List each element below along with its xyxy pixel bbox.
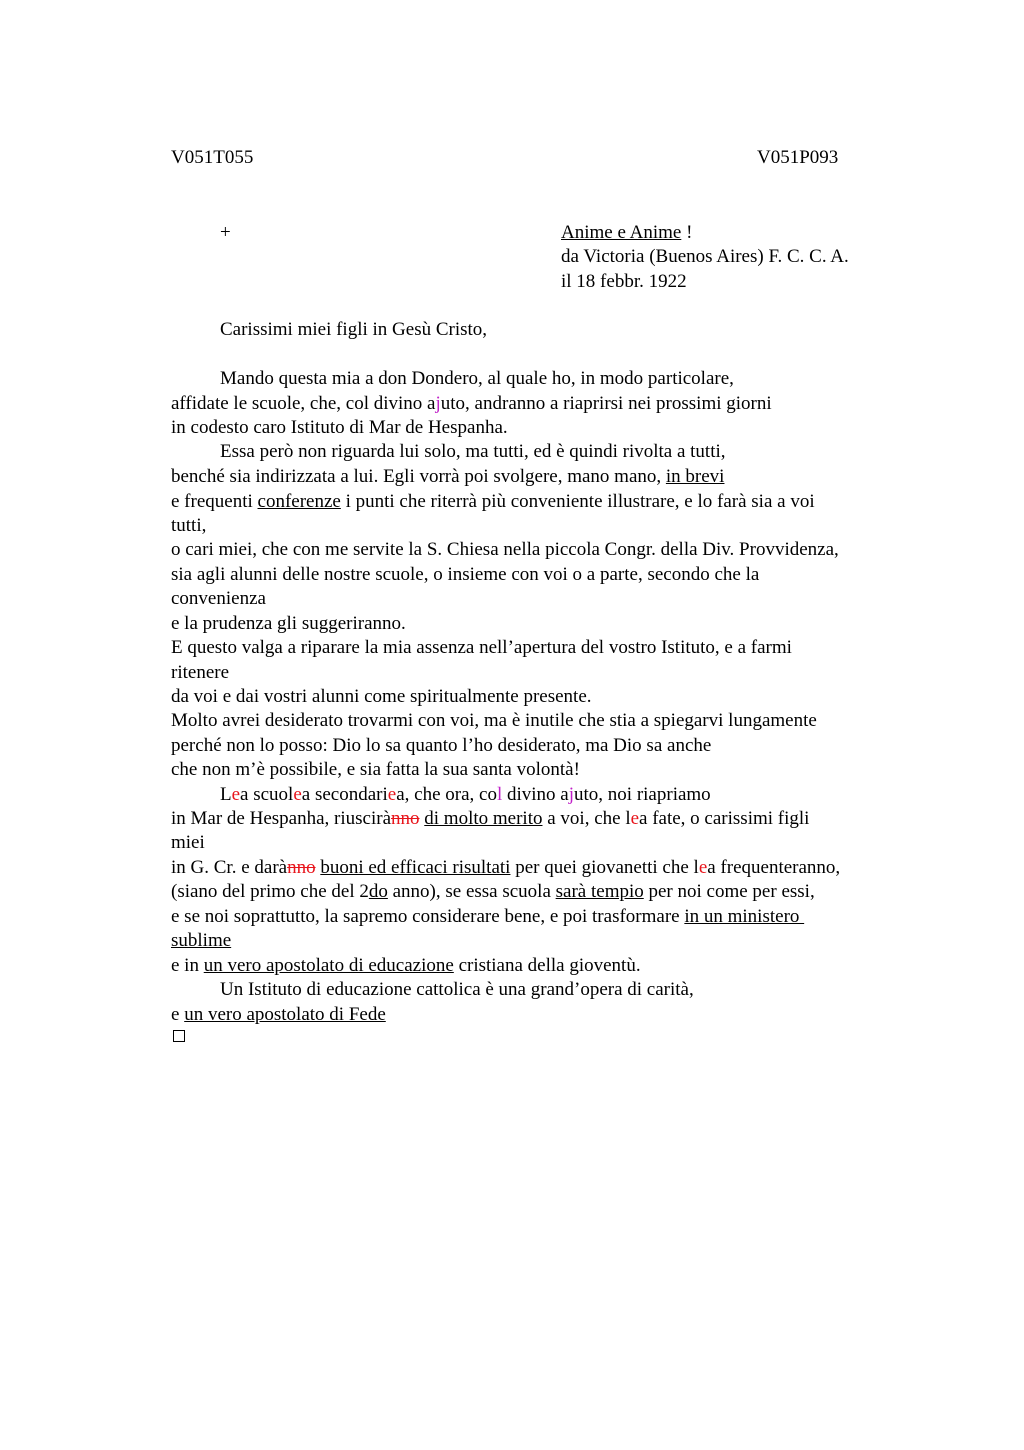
edit-insertion: j [435, 393, 441, 414]
underlined-phrase: in brevi [665, 466, 725, 487]
title-punctuation: ! [681, 222, 693, 243]
square-marker-icon [173, 1030, 185, 1042]
text-run: uto, noi riapriamo [574, 784, 711, 805]
text-run: e [171, 1004, 185, 1025]
text-run: i punti che riterrà più conveniente illustrare, e lo farà sia a voi [340, 491, 815, 512]
text-run: per noi come per essi, [643, 881, 815, 902]
body-line-10: convenienza [171, 588, 266, 609]
edit-insertion: j [568, 784, 575, 805]
text-run: a frequenteranno, [707, 857, 841, 878]
body-line-7: tutti, [171, 515, 207, 536]
underlined-phrase: un vero apostolato di educazione [203, 955, 454, 976]
text-run: a, che ora, co [396, 784, 497, 805]
text-run: in Mar de Hespanha, riuscirà [171, 808, 392, 829]
text-run: per quei giovanetti che l [510, 857, 699, 878]
body-line-22 [171, 880, 815, 904]
body-line-8: o cari miei, che con me servite la S. Chiesa nella piccola Congr. della Div. Provvidenza, [171, 539, 839, 560]
letter-place: da Victoria (Buenos Aires) F. C. C. A. [561, 246, 849, 267]
underlined-phrase: di molto merito [424, 808, 543, 829]
edit-insertion: l [496, 784, 503, 805]
text-run: cristiana della gioventù. [453, 955, 641, 976]
body-line-6 [171, 490, 815, 514]
text-run: L [220, 784, 232, 805]
underlined-phrase: do [368, 881, 388, 902]
body-line-18 [220, 783, 711, 807]
letter-date: il 18 febbr. 1922 [561, 271, 687, 292]
text-run: divino a [502, 784, 569, 805]
text-run: anno), se essa scuola [387, 881, 556, 902]
text-run: benché sia indirizzata a lui. Egli vorrà poi svolgere, mano mano, [171, 466, 666, 487]
underlined-phrase: in un ministero [684, 906, 805, 927]
body-line-14: da voi e dai vostri alunni come spiritualmente presente. [171, 686, 592, 707]
text-run: a voi, che l [542, 808, 631, 829]
body-line-26: Un Istituto di educazione cattolica è una grand’opera di carità, [220, 979, 694, 1000]
edit-deletion: nno [391, 808, 420, 829]
underlined-phrase: conferenze [257, 491, 341, 512]
text-run: e se noi soprattutto, la sapremo considerare bene, e poi trasformare [171, 906, 685, 927]
salutation: Carissimi miei figli in Gesù Cristo, [220, 319, 488, 340]
underlined-phrase: sarà tempio [555, 881, 644, 902]
text-run: e in [171, 955, 204, 976]
document-code-left: V051T055 [171, 147, 254, 168]
body-line-25 [171, 954, 641, 978]
body-line-23 [171, 905, 804, 929]
body-line-17: che non m’è possibile, e sia fatta la sua santa volontà! [171, 759, 580, 780]
body-line-1: Mando questa mia a don Dondero, al quale ho, in modo particolare, [220, 368, 734, 389]
text-run: affidate le scuole, che, col divino a [171, 393, 436, 414]
body-line-12: E questo valga a riparare la mia assenza nell’apertura del vostro Istituto, e a farmi [171, 637, 792, 658]
body-line-15: Molto avrei desiderato trovarmi con voi, ma è inutile che stia a spiegarvi lungamente [171, 710, 817, 731]
title-text: Anime e Anime [561, 222, 682, 243]
edit-insertion: e [698, 857, 708, 878]
body-line-20: miei [171, 832, 205, 853]
document-code-right: V051P093 [757, 147, 839, 168]
text-run: a scuol [240, 784, 294, 805]
underlined-phrase: buoni ed efficaci risultati [320, 857, 511, 878]
text-run: a fate, o carissimi figli [639, 808, 810, 829]
edit-insertion: e [387, 784, 397, 805]
body-line-13: ritenere [171, 662, 230, 683]
text-run: a secondari [301, 784, 388, 805]
edit-insertion: e [630, 808, 640, 829]
edit-insertion: e [293, 784, 302, 805]
body-line-24: sublime [171, 930, 232, 951]
body-line-27 [171, 1003, 386, 1027]
body-line-3: in codesto caro Istituto di Mar de Hespanha. [171, 417, 508, 438]
body-line-19 [171, 807, 809, 831]
body-line-4: Essa però non riguarda lui solo, ma tutti, ed è quindi rivolta a tutti, [220, 441, 726, 462]
text-run: uto, andranno a riaprirsi nei prossimi giorni [440, 393, 772, 414]
body-line-21 [171, 856, 840, 880]
text-run: e frequenti [171, 491, 258, 512]
body-line-2 [171, 392, 772, 416]
underlined-phrase: un vero apostolato di Fede [184, 1004, 386, 1025]
edit-insertion: e [231, 784, 241, 805]
text-run: (siano del primo che del 2 [171, 881, 369, 902]
text-run: in G. Cr. e darà [171, 857, 288, 878]
edit-deletion: nno [287, 857, 316, 878]
cross-mark: + [220, 222, 231, 243]
body-line-5 [171, 465, 724, 489]
letter-title [561, 221, 692, 245]
body-line-11: e la prudenza gli suggeriranno. [171, 613, 406, 634]
body-line-16: perché non lo posso: Dio lo sa quanto l’ho desiderato, ma Dio sa anche [171, 735, 712, 756]
body-line-9: sia agli alunni delle nostre scuole, o insieme con voi o a parte, secondo che la [171, 564, 760, 585]
